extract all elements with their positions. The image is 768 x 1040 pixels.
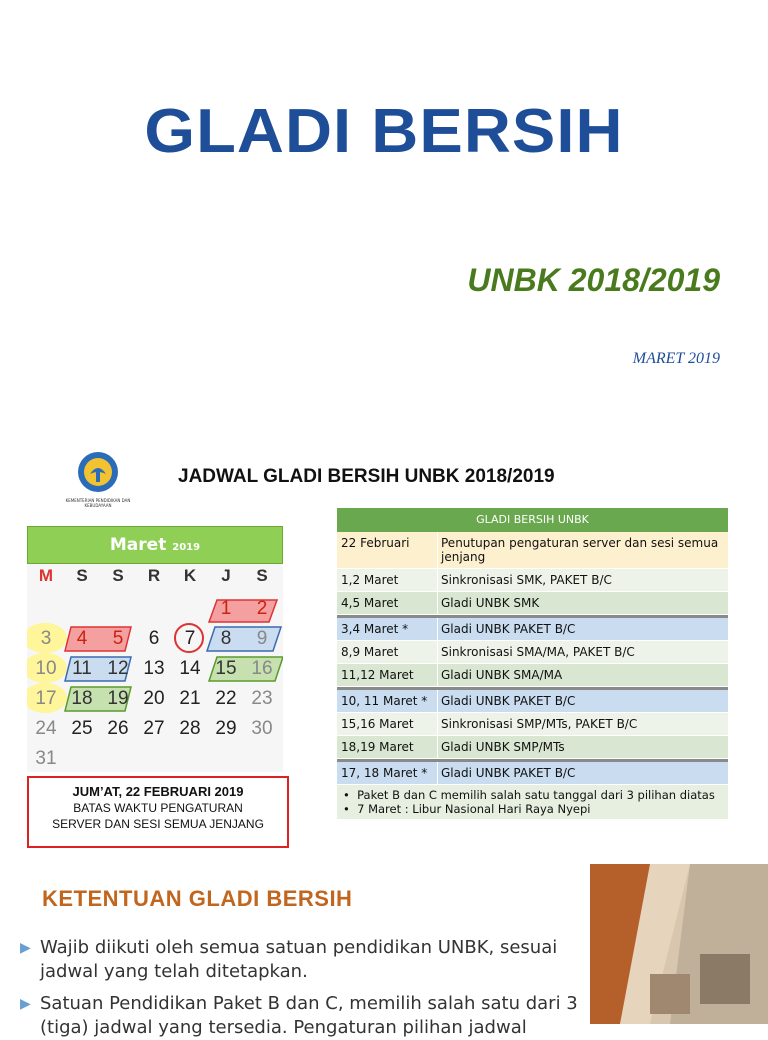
note-item: • Paket B dan C memilih salah satu tanggal dari 3 pilihan diatas [343,788,715,802]
calendar-day: 19 [107,688,129,709]
schedule-row [337,592,728,615]
notice-heading: JUM’AT, 22 FEBRUARI 2019 [72,784,244,799]
schedule-date: 11,12 Maret [341,668,414,682]
notice-line-2: SERVER DAN SESI SEMUA JENJANG [52,817,264,831]
calendar-day: 29 [215,718,237,739]
calendar-dow: J [221,566,231,585]
photo-image [590,864,768,1024]
schedule-date: 18,19 Maret [341,740,414,754]
calendar [27,526,283,772]
calendar-day: 21 [179,688,201,709]
schedule-desc: Gladi UNBK SMP/MTs [437,736,728,758]
schedule-desc: Sinkronisasi SMA/MA, PAKET B/C [437,641,728,663]
calendar-day: 10 [35,658,57,679]
schedule-table [337,508,728,819]
calendar-day: 22 [215,688,237,709]
calendar-day: 25 [71,718,93,739]
schedule-date: 4,5 Maret [341,596,399,610]
calendar-day: 27 [143,718,165,739]
calendar-day: 1 [220,598,232,619]
calendar-day: 30 [251,718,273,739]
classroom-photo [590,864,768,1024]
schedule-date: 15,16 Maret [341,717,414,731]
schedule-row [337,569,728,592]
calendar-dow: S [76,566,88,585]
calendar-day: 8 [220,628,232,649]
calendar-dow: M [38,566,54,585]
schedule-date: 22 Februari [341,536,410,550]
logo-text: KEMENTERIAN PENDIDIKAN DAN KEBUDAYAAN [65,498,131,508]
schedule-row [337,641,728,664]
schedule-row [337,615,728,641]
schedule-desc: Gladi UNBK PAKET B/C [437,762,728,784]
calendar-dow: S [256,566,268,585]
calendar-day: 13 [143,658,165,679]
schedule-desc: Gladi UNBK PAKET B/C [437,618,728,640]
calendar-day: 23 [251,688,273,709]
schedule-notes [337,785,728,819]
calendar-day: 14 [179,658,201,679]
calendar-day: 4 [76,628,88,649]
calendar-day: 11 [72,658,92,679]
calendar-day: 6 [148,628,160,649]
schedule-desc: Gladi UNBK PAKET B/C [437,690,728,712]
calendar-month: Maret [109,535,167,555]
schedule-row [337,736,728,759]
calendar-day: 15 [215,658,237,679]
schedule-row [337,687,728,713]
ketentuan-title: KETENTUAN GLADI BERSIH [42,886,353,911]
schedule-row [337,759,728,785]
schedule-row [337,713,728,736]
calendar-day: 31 [35,748,57,769]
calendar-day: 5 [112,628,124,649]
calendar-day: 9 [256,628,268,649]
calendar-day: 2 [256,598,268,619]
schedule-desc: Sinkronisasi SMK, PAKET B/C [437,569,728,591]
calendar-day: 20 [143,688,165,709]
date-label: MARET 2019 [632,350,720,367]
schedule-desc: Gladi UNBK SMA/MA [437,664,728,686]
schedule-desc: Gladi UNBK SMK [437,592,728,614]
calendar-dow: K [183,566,197,585]
deadline-notice [27,776,289,848]
ministry-logo [58,450,138,508]
schedule-table-header: GLADI BERSIH UNBK [337,508,728,532]
schedule-date: 8,9 Maret [341,645,399,659]
triangle-bullet-icon: ▶ [20,996,31,1012]
calendar-day: 17 [35,688,57,709]
schedule-date: 1,2 Maret [341,573,399,587]
triangle-bullet-icon: ▶ [20,940,31,956]
calendar-day: 18 [71,688,93,709]
schedule-date: 10, 11 Maret * [341,694,428,708]
calendar-day: 3 [40,628,52,649]
calendar-dow: S [112,566,124,585]
schedule-heading: JADWAL GLADI BERSIH UNBK 2018/2019 [178,466,555,487]
schedule-row [337,532,728,569]
calendar-day: 28 [179,718,201,739]
schedule-date: 3,4 Maret * [341,622,409,636]
notice-line-1: BATAS WAKTU PENGATURAN [73,801,243,815]
tut-wuri-emblem-icon [76,450,120,494]
calendar-day: 16 [251,658,273,679]
calendar-dow: R [147,566,161,585]
bullet-item: ▶ Satuan Pendidikan Paket B dan C, memilih salah satu dari 3 (tiga) jadwal yang tersedia. Pengaturan pilihan jadwal [20,993,578,1038]
calendar-year: 2019 [172,542,201,553]
calendar-day: 24 [35,718,57,739]
schedule-date: 17, 18 Maret * [341,766,428,780]
schedule-desc: Sinkronisasi SMP/MTs, PAKET B/C [437,713,728,735]
calendar-day: 12 [107,658,129,679]
subtitle: UNBK 2018/2019 [467,262,720,298]
page-title: GLADI BERSIH [144,97,624,166]
calendar-day: 26 [107,718,129,739]
calendar-day: 7 [184,628,196,649]
schedule-desc: Penutupan pengaturan server dan sesi semua jenjang [437,532,728,568]
bullet-item: ▶ Wajib diikuti oleh semua satuan pendidikan UNBK, sesuai jadwal yang telah ditetapkan. [20,937,558,982]
schedule-row [337,664,728,687]
note-item: • 7 Maret : Libur Nasional Hari Raya Nyepi [343,802,591,816]
